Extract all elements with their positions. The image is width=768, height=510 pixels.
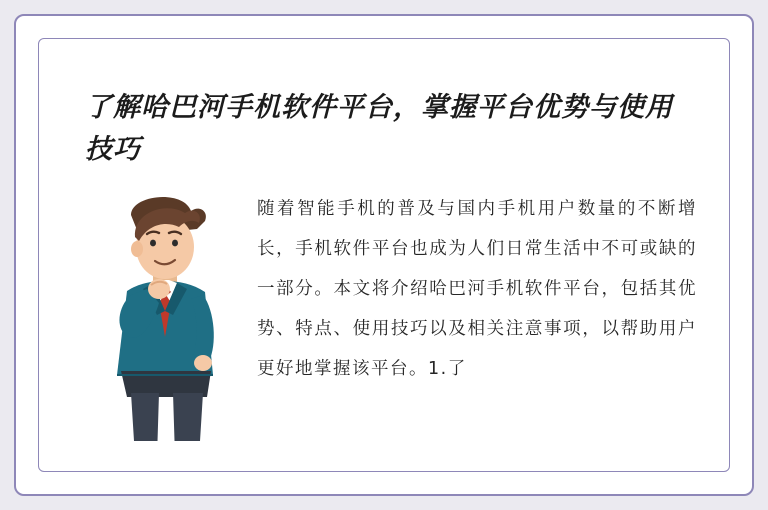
outer-frame xyxy=(14,14,754,496)
body-area xyxy=(69,185,699,441)
body-paragraph: 随着智能手机的普及与国内手机用户数量的不断增长，手机软件平台也成为人们日常生活中不可或缺的一部分。本文将介绍哈巴河手机软件平台，包括其优势、特点、使用技巧以及相关注意事项，以帮助用户更好地掌握该平台。1.了 xyxy=(257,199,697,379)
document-content xyxy=(69,69,699,441)
page-title: 了解哈巴河手机软件平台，掌握平台优势与使用技巧 xyxy=(85,92,673,165)
thinking-businessman-illustration xyxy=(87,185,247,441)
inner-frame xyxy=(38,38,730,472)
